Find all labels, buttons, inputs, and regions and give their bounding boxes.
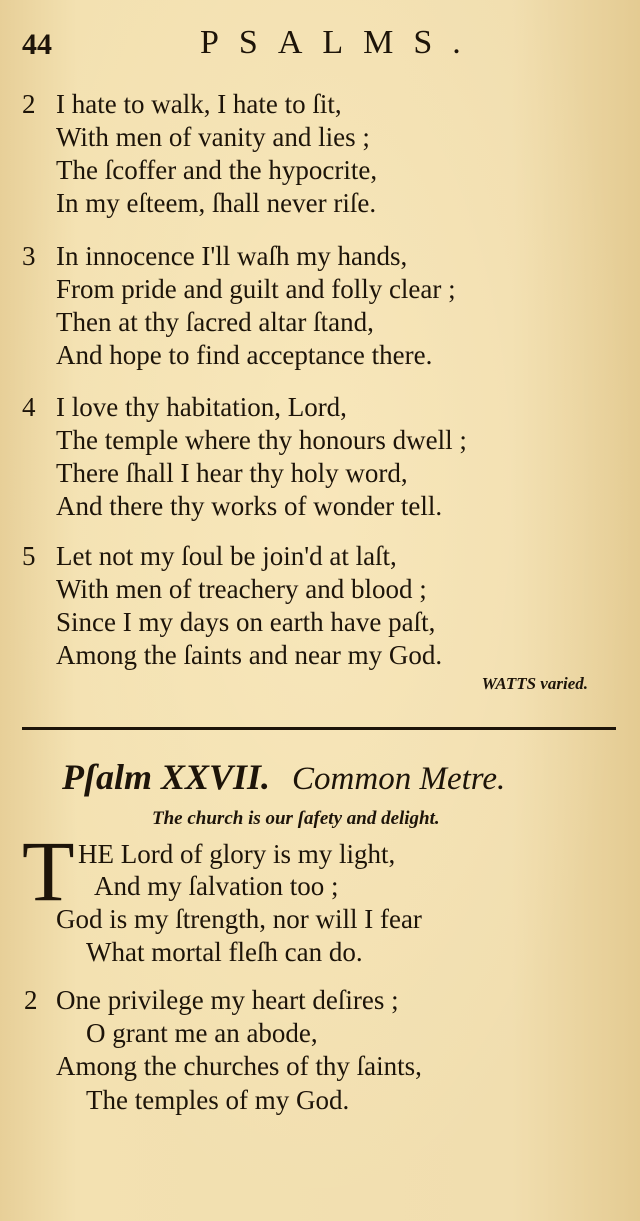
psalm-meter: Common Metre. bbox=[292, 761, 506, 797]
stanza-line: The temples of my God. bbox=[86, 1085, 350, 1115]
verse-number: 2 bbox=[22, 89, 36, 119]
verse-line: From pride and guilt and folly clear ; bbox=[56, 274, 456, 304]
stanza-line: What mortal fleſh can do. bbox=[86, 937, 363, 967]
psalm-subtitle: The church is our ſafety and delight. bbox=[152, 808, 440, 829]
verse-line: I love thy habitation, Lord, bbox=[56, 392, 347, 422]
verse-number: 5 bbox=[22, 541, 36, 571]
psalm-heading bbox=[62, 756, 505, 798]
attribution: WATTS varied. bbox=[481, 674, 588, 693]
verse-line: Let not my ſoul be join'd at laſt, bbox=[56, 541, 397, 571]
stanza-line: And my ſalvation too ; bbox=[94, 871, 339, 901]
verse-line: In my eſteem, ſhall never riſe. bbox=[56, 188, 377, 218]
verse-line: And there thy works of wonder tell. bbox=[56, 491, 443, 521]
stanza-line: God is my ſtrength, nor will I fear bbox=[56, 904, 422, 934]
verse-number: 2 bbox=[24, 985, 38, 1015]
verse-line: The temple where thy honours dwell ; bbox=[56, 425, 467, 455]
verse-number: 3 bbox=[22, 241, 36, 271]
stanza-line: Among the churches of thy ſaints, bbox=[56, 1051, 422, 1081]
stanza-line: One privilege my heart deſires ; bbox=[56, 985, 399, 1015]
verse-line: And hope to find acceptance there. bbox=[56, 340, 433, 370]
stanza-line: O grant me an abode, bbox=[86, 1018, 318, 1048]
verse-line: With men of treachery and blood ; bbox=[56, 574, 427, 604]
stanza-line: HE Lord of glory is my light, bbox=[78, 839, 396, 869]
page-number: 44 bbox=[22, 28, 52, 61]
drop-cap: T bbox=[22, 823, 75, 919]
verse-line: With men of vanity and lies ; bbox=[56, 122, 370, 152]
verse-line: I hate to walk, I hate to ſit, bbox=[56, 89, 342, 119]
running-head bbox=[0, 24, 640, 64]
verse-line: In innocence I'll waſh my hands, bbox=[56, 241, 408, 271]
verse-line: Among the ſaints and near my God. bbox=[56, 640, 443, 670]
verse-line: There ſhall I hear thy holy word, bbox=[56, 458, 408, 488]
verse-line: The ſcoffer and the hypocrite, bbox=[56, 155, 378, 185]
verse-number: 4 bbox=[22, 392, 36, 422]
section-divider bbox=[22, 727, 616, 730]
running-title: PSALMS. bbox=[200, 24, 481, 61]
verse-line: Then at thy ſacred altar ſtand, bbox=[56, 307, 374, 337]
verse-line: Since I my days on earth have paſt, bbox=[56, 607, 436, 637]
psalm-title: Pſalm XXVII. bbox=[62, 757, 271, 797]
